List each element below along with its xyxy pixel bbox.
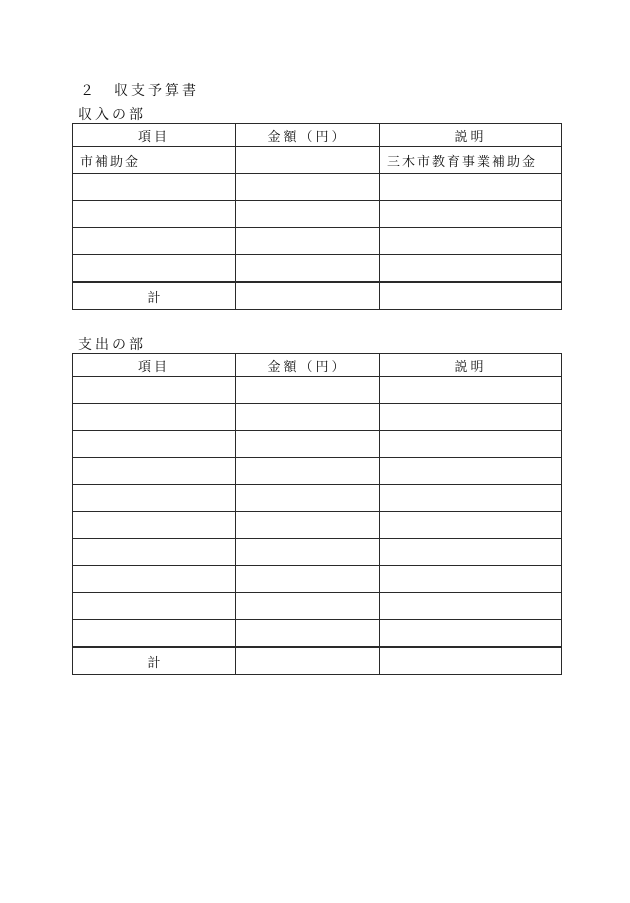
expense-amount-cell[interactable] <box>236 404 380 431</box>
income-description-cell[interactable] <box>380 228 562 255</box>
expense-amount-cell[interactable] <box>236 458 380 485</box>
table-row <box>73 255 562 283</box>
expense-item-cell[interactable] <box>73 377 236 404</box>
expense-description-cell[interactable] <box>380 458 562 485</box>
expense-total-row <box>73 647 562 675</box>
expense-header-amount: 金額（円） <box>236 354 380 377</box>
income-header-description: 説明 <box>380 124 562 147</box>
income-table <box>72 123 562 310</box>
expense-header-row <box>73 354 562 377</box>
expense-item-cell[interactable] <box>73 404 236 431</box>
expense-description-cell[interactable] <box>380 431 562 458</box>
income-item-cell[interactable] <box>73 174 236 201</box>
table-row <box>73 174 562 201</box>
expense-item-cell[interactable] <box>73 512 236 539</box>
income-header-amount: 金額（円） <box>236 124 380 147</box>
income-item-cell[interactable] <box>73 228 236 255</box>
expense-description-cell[interactable] <box>380 485 562 512</box>
expense-table <box>72 353 562 675</box>
expense-amount-cell[interactable] <box>236 593 380 620</box>
expense-description-cell[interactable] <box>380 539 562 566</box>
expense-amount-cell[interactable] <box>236 539 380 566</box>
expense-amount-cell[interactable] <box>236 377 380 404</box>
expense-description-cell[interactable] <box>380 404 562 431</box>
expense-header-item: 項目 <box>73 354 236 377</box>
table-row <box>73 228 562 255</box>
expense-amount-cell[interactable] <box>236 512 380 539</box>
expense-section-label: 支出の部 <box>78 337 146 353</box>
income-amount-cell[interactable] <box>236 174 380 201</box>
income-amount-cell[interactable] <box>236 255 380 283</box>
income-description-cell[interactable] <box>380 255 562 283</box>
table-row <box>73 512 562 539</box>
table-row <box>73 147 562 174</box>
table-row <box>73 377 562 404</box>
income-description-cell[interactable]: 三木市教育事業補助金 <box>380 147 562 174</box>
expense-total-amount-cell[interactable] <box>236 647 380 675</box>
income-section-label: 収入の部 <box>78 107 146 123</box>
expense-description-cell[interactable] <box>380 593 562 620</box>
table-row <box>73 620 562 648</box>
expense-description-cell[interactable] <box>380 512 562 539</box>
table-row <box>73 593 562 620</box>
income-amount-cell[interactable] <box>236 228 380 255</box>
income-item-cell[interactable] <box>73 201 236 228</box>
table-row <box>73 566 562 593</box>
expense-item-cell[interactable] <box>73 485 236 512</box>
table-row <box>73 458 562 485</box>
income-amount-cell[interactable] <box>236 147 380 174</box>
income-total-amount-cell[interactable] <box>236 282 380 310</box>
expense-amount-cell[interactable] <box>236 566 380 593</box>
income-header-row <box>73 124 562 147</box>
expense-description-cell[interactable] <box>380 620 562 648</box>
expense-total-label: 計 <box>73 647 236 675</box>
table-row <box>73 404 562 431</box>
expense-item-cell[interactable] <box>73 620 236 648</box>
table-row <box>73 201 562 228</box>
income-total-label: 計 <box>73 282 236 310</box>
expense-item-cell[interactable] <box>73 539 236 566</box>
income-total-row <box>73 282 562 310</box>
expense-header-description: 説明 <box>380 354 562 377</box>
expense-description-cell[interactable] <box>380 377 562 404</box>
table-row <box>73 539 562 566</box>
income-item-cell[interactable]: 市補助金 <box>73 147 236 174</box>
expense-item-cell[interactable] <box>73 593 236 620</box>
income-amount-cell[interactable] <box>236 201 380 228</box>
income-description-cell[interactable] <box>380 174 562 201</box>
expense-item-cell[interactable] <box>73 566 236 593</box>
expense-amount-cell[interactable] <box>236 431 380 458</box>
income-description-cell[interactable] <box>380 201 562 228</box>
page-heading: ２ 収支予算書 <box>80 83 199 99</box>
expense-item-cell[interactable] <box>73 431 236 458</box>
income-item-cell[interactable] <box>73 255 236 283</box>
table-row <box>73 485 562 512</box>
income-header-item: 項目 <box>73 124 236 147</box>
expense-amount-cell[interactable] <box>236 485 380 512</box>
table-row <box>73 431 562 458</box>
expense-total-description-cell[interactable] <box>380 647 562 675</box>
income-total-description-cell[interactable] <box>380 282 562 310</box>
expense-amount-cell[interactable] <box>236 620 380 648</box>
expense-description-cell[interactable] <box>380 566 562 593</box>
expense-item-cell[interactable] <box>73 458 236 485</box>
